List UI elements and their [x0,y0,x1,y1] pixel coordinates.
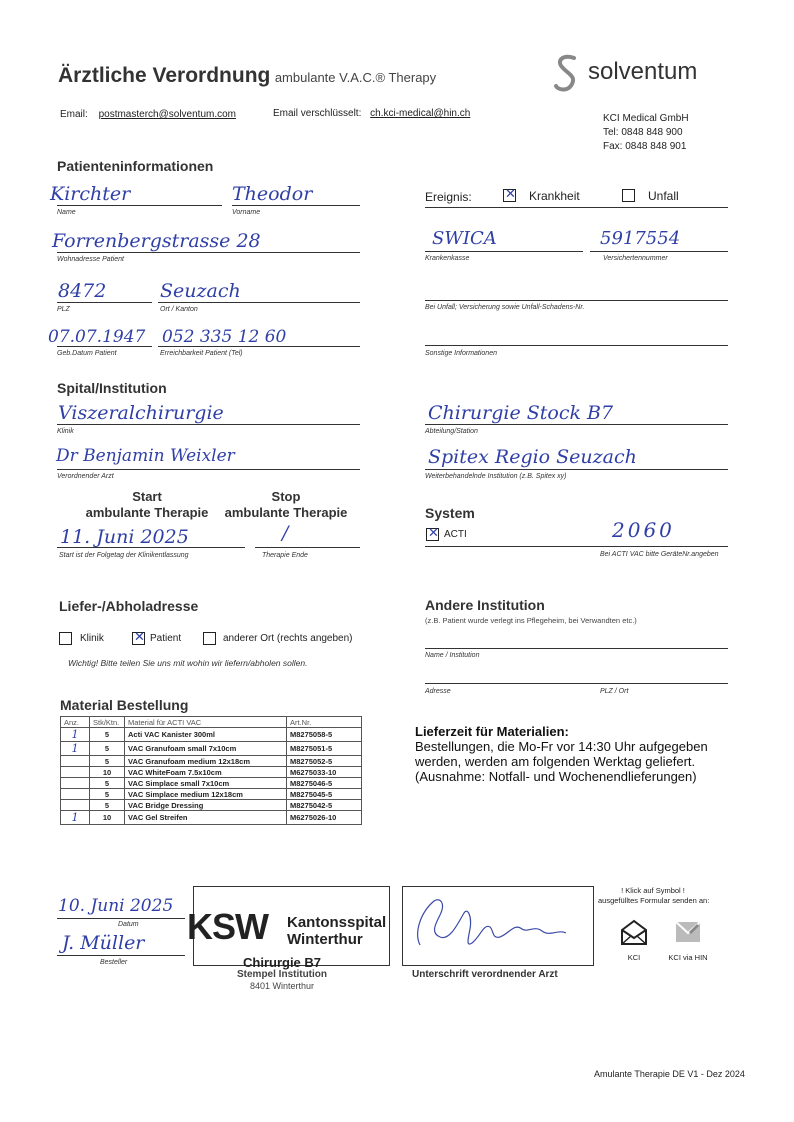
row-material: VAC Granufoam medium 12x18cm [125,756,287,767]
send-title-1: ! Klick auf Symbol ! [621,886,685,895]
lieferzeit-heading: Lieferzeit für Materialien: [415,724,569,739]
anderer-checkbox[interactable] [203,632,216,645]
patient-dob-label: Geb.Datum Patient [57,350,117,357]
signature-label: Unterschrift verordnender Arzt [412,969,558,980]
patient-tel-label: Erreichbarkeit Patient (Tel) [160,350,243,357]
email-enc-row [273,108,470,119]
row-material: VAC Bridge Dressing [125,800,287,811]
start-value[interactable]: 11. Juni 2025 [60,526,189,548]
start-heading [59,489,235,521]
abteilung-label: Abteilung/Station [425,428,478,435]
email-link[interactable]: postmasterch@solventum.com [98,109,236,120]
row-stk: 10 [90,811,125,825]
patient-heading: Patienteninformationen [57,158,214,174]
table-row [61,778,362,789]
company-fax: Fax: 0848 848 901 [603,141,687,152]
patient-ort-label: Ort / Kanton [160,306,198,313]
send-kci-label: KCI [627,953,641,962]
lieferzeit-line1: Bestellungen, die Mo-Fr vor 14:30 Uhr aufgegeben [415,739,708,754]
row-material: VAC Granufoam small 7x10cm [125,742,287,756]
unfall-versicherung-label: Bei Unfall; Versicherung sowie Unfall-Schadens-Nr. [425,304,585,311]
row-anz[interactable] [61,800,90,811]
andere-adresse-label: Adresse [425,688,451,695]
acti-checkbox[interactable] [426,528,439,541]
row-art: M8275058-5 [287,728,362,742]
col-stk: Stk/Ktn. [90,717,125,728]
geraet-label: Bei ACTI VAC bitte GeräteNr.angeben [600,551,719,558]
row-stk: 5 [90,756,125,767]
klinik-label: Klinik [57,428,74,435]
stop-heading-1: Stop [271,489,301,504]
delivery-note: Wichtig! Bitte teilen Sie uns mit wohin wir liefern/abholen sollen. [68,658,308,668]
email-row [60,109,236,120]
spital-heading: Spital/Institution [57,380,167,396]
start-heading-1: Start [132,489,162,504]
row-art: M8275045-5 [287,789,362,800]
row-anz[interactable] [61,756,90,767]
patient-dob-value[interactable]: 07.07.1947 [48,327,146,347]
form-title [58,64,436,88]
andere-heading: Andere Institution [425,597,545,613]
delivery-heading: Liefer-/Abholadresse [59,598,199,614]
send-title-2: ausgefülltes Formular senden an: [598,896,710,905]
acti-label: ACTI [444,529,467,540]
row-anz[interactable]: 1 [61,811,90,825]
stamp-city: 8401 Winterthur [250,981,315,991]
row-art: M6275026-10 [287,811,362,825]
material-header-row [61,717,362,728]
send-title [598,886,708,906]
lieferzeit-block [415,724,708,784]
stop-heading-2: ambulante Therapie [224,505,348,520]
solventum-logo [552,52,582,99]
row-material: VAC WhiteFoam 7.5x10cm [125,767,287,778]
kasse-value[interactable]: SWICA [432,228,497,249]
besteller-value[interactable]: J. Müller [62,932,145,954]
checked-x-icon: ✕ [134,630,145,645]
krankheit-checkbox[interactable] [503,189,516,202]
row-anz[interactable] [61,767,90,778]
patient-vorname-value[interactable]: Theodor [232,183,313,205]
stamp-name-1: Kantonsspital [287,914,387,931]
besteller-label: Besteller [100,959,128,966]
table-row [61,767,362,778]
start-heading-2: ambulante Therapie [85,505,209,520]
col-anz: Anz. [61,717,90,728]
klinik-value[interactable]: Viszeralchirurgie [58,402,224,424]
abteilung-value[interactable]: Chirurgie Stock B7 [428,402,614,424]
row-stk: 5 [90,789,125,800]
row-art: M8275046-5 [287,778,362,789]
arzt-value[interactable]: Dr Benjamin Weixler [56,446,235,466]
mail-hin-icon [673,918,703,946]
signature-scribble [410,893,580,953]
mail-icon [619,918,649,946]
company-tel: Tel: 0848 848 900 [603,127,683,138]
table-row [61,728,362,742]
col-art: Art.Nr. [287,717,362,728]
material-table [60,716,362,825]
col-material: Material für ACTI VAC [125,717,287,728]
send-kci-hin-button[interactable] [666,918,710,962]
stamp-name [287,914,386,948]
versnr-value[interactable]: 5917554 [600,228,681,249]
stop-value[interactable]: / [282,522,289,544]
row-art: M8275052-5 [287,756,362,767]
row-stk: 5 [90,800,125,811]
row-material: VAC Simplace medium 12x18cm [125,789,287,800]
checked-x-icon: ✕ [428,526,439,541]
solventum-logo-icon [552,52,582,94]
lieferzeit-line3: (Ausnahme: Notfall- und Wochenendlieferungen) [415,769,697,784]
patient-name-value[interactable]: Kirchter [50,183,131,205]
versnr-label: Versichertennummer [603,255,668,262]
checked-x-icon: ✕ [505,187,516,202]
title-sub: ambulante V.A.C.® Therapy [274,70,437,85]
datum-label: Datum [118,921,139,928]
send-kci-button[interactable] [617,918,651,962]
row-art: M8275051-5 [287,742,362,756]
row-material: Acti VAC Kanister 300ml [125,728,287,742]
krankheit-label: Krankheit [529,189,580,203]
unfall-label: Unfall [648,189,679,203]
lieferzeit-line2: werden, werden am folgenden Werktag geliefert. [415,754,696,769]
system-heading: System [425,505,475,521]
row-anz[interactable] [61,789,90,800]
table-row [61,800,362,811]
andere-name-label: Name / Institution [425,652,480,659]
patient-plz-value[interactable]: 8472 [58,280,107,302]
stop-heading [216,489,356,521]
company-name: KCI Medical GmbH [603,113,689,124]
row-anz[interactable]: 1 [61,728,90,742]
weiter-value[interactable]: Spitex Regio Seuzach [428,446,637,468]
row-art: M8275042-5 [287,800,362,811]
patient-ort-value[interactable]: Seuzach [160,280,241,302]
stop-label: Therapie Ende [262,552,308,559]
row-art: M6275033-10 [287,767,362,778]
patient-address-label: Wohnadresse Patient [57,256,124,263]
row-stk: 5 [90,728,125,742]
unfall-checkbox[interactable] [622,189,635,202]
weiter-label: Weiterbehandelnde Institution (z.B. Spitex xy) [425,473,567,480]
event-label: Ereignis: [425,190,472,204]
table-row [61,756,362,767]
version-label: Amulante Therapie DE V1 - Dez 2024 [594,1069,745,1079]
patient-option-label: Patient [150,633,182,644]
table-row [61,789,362,800]
row-stk: 5 [90,742,125,756]
stamp-name-2: Winterthur [287,931,363,948]
geraet-value[interactable]: 2060 [612,518,675,542]
stamp-ksw: KSW [187,906,268,947]
patient-plz-label: PLZ [57,306,70,313]
title-main: Ärztliche Verordnung [58,64,271,87]
start-label: Start ist der Folgetag der Klinikentlassung [59,552,189,559]
send-kci-hin-label: KCI via HIN [668,953,708,962]
brand-name: solventum [588,58,698,85]
patient-name-label: Name [57,209,76,216]
stamp-dept: Chirurgie B7 [243,955,322,970]
stamp-label: Stempel Institution [237,969,327,980]
patient-vorname-label: Vorname [232,209,261,216]
anderer-option-label: anderer Ort (rechts angeben) [223,633,353,644]
row-stk: 10 [90,767,125,778]
datum-value[interactable]: 10. Juni 2025 [58,896,174,916]
andere-sub: (z.B. Patient wurde verlegt ins Pflegeheim, bei Verwandten etc.) [425,616,637,625]
company-block [603,112,689,154]
arzt-label: Verordnender Arzt [57,473,114,480]
email-label: Email: [60,109,88,120]
patient-address-value[interactable]: Forrenbergstrasse 28 [52,230,261,252]
table-row [61,742,362,756]
andere-plz-label: PLZ / Ort [600,688,629,695]
row-anz[interactable] [61,778,90,789]
row-material: VAC Simplace small 7x10cm [125,778,287,789]
table-row [61,811,362,825]
row-anz[interactable]: 1 [61,742,90,756]
email-enc-label: Email verschlüsselt: [273,108,362,119]
klinik-checkbox[interactable] [59,632,72,645]
kasse-label: Krankenkasse [425,255,470,262]
row-stk: 5 [90,778,125,789]
material-heading: Material Bestellung [60,697,189,713]
klinik-option-label: Klinik [80,633,104,644]
patient-tel-value[interactable]: 052 335 12 60 [162,327,287,347]
sonstige-label: Sonstige Informationen [425,350,497,357]
patient-checkbox[interactable] [132,632,145,645]
row-material: VAC Gel Streifen [125,811,287,825]
email-enc-link[interactable]: ch.kci-medical@hin.ch [370,108,471,119]
